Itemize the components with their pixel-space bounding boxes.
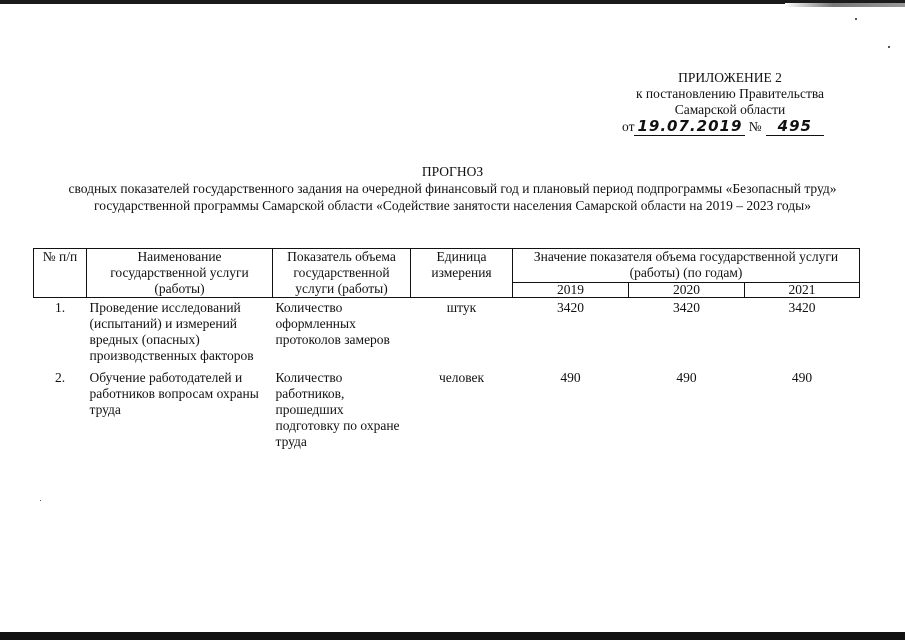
document-description: сводных показателей государственного задания на очередной финансовый год и плановый период подпрограммы «Безопасный труд» государственной программы Самарской области «Содействие занятости населения Самарской области на 2019 – 2023 годы» <box>68 181 837 213</box>
value-cell: 3420 <box>673 300 700 315</box>
value-cell: 490 <box>560 370 581 385</box>
scan-speck <box>40 500 41 501</box>
scan-edge-top-right <box>785 3 905 7</box>
service-name: Проведение исследований (испытаний) и измерений вредных (опасных) производственных факторов <box>89 300 254 363</box>
document-title: ПРОГНОЗ <box>421 164 484 179</box>
header-year: 2019 <box>513 282 629 297</box>
indicator-name: Количество оформленных протоколов замеров <box>275 300 390 347</box>
scan-edge-bottom <box>0 632 905 640</box>
number-prefix: № <box>748 119 762 134</box>
table-row <box>34 364 860 450</box>
scan-speck <box>855 18 857 20</box>
value-cell: 3420 <box>557 300 584 315</box>
appendix-decree-line: к постановлению Правительства <box>635 86 825 101</box>
unit-cell: человек <box>438 370 485 385</box>
service-name: Обучение работодателей и работников вопросам охраны труда <box>89 370 259 417</box>
scan-edge-top <box>0 0 905 4</box>
appendix-header <box>600 70 860 118</box>
header-value-group: Значение показателя объема государственной услуги (работы) (по годам) <box>513 249 860 283</box>
handwritten-number: 495 <box>766 117 824 136</box>
indicator-name: Количество работников, прошедших подготовку по охране труда <box>275 370 400 449</box>
value-cell: 490 <box>676 370 697 385</box>
header-num: № п/п <box>34 249 87 298</box>
document-title-block <box>40 163 865 214</box>
header-service: Наименование государственной услуги (работы) <box>87 249 273 298</box>
appendix-title: ПРИЛОЖЕНИЕ 2 <box>678 70 782 85</box>
header-unit: Единица измерения <box>411 249 513 298</box>
value-cell: 3420 <box>788 300 816 315</box>
row-number: 1. <box>54 300 66 315</box>
value-cell: 490 <box>791 370 813 385</box>
forecast-table <box>33 248 860 450</box>
row-number: 2. <box>54 370 66 385</box>
header-year: 2021 <box>745 282 860 297</box>
header-indicator: Показатель объема государственной услуги (работы) <box>273 249 411 298</box>
appendix-region-line: Самарской области <box>674 102 786 117</box>
date-prefix: от <box>622 119 635 134</box>
decree-date-number <box>622 117 824 136</box>
header-year: 2020 <box>629 282 745 297</box>
unit-cell: штук <box>446 300 477 315</box>
handwritten-date: 19.07.2019 <box>634 117 745 136</box>
scan-speck <box>888 46 890 48</box>
table-row <box>34 298 860 365</box>
